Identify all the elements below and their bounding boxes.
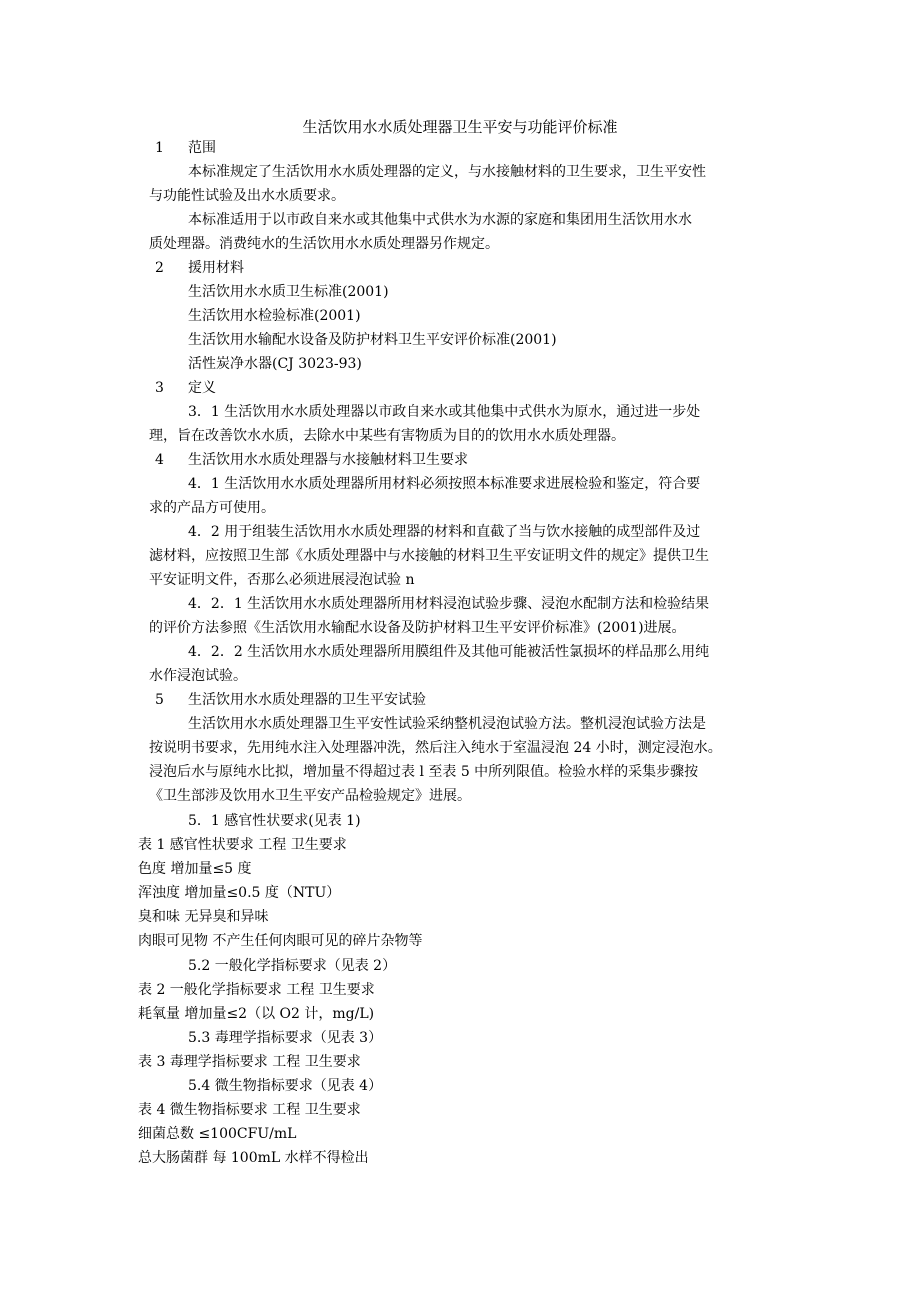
subsection-heading: 5．1 感官性状要求(见表 1) — [188, 813, 361, 829]
table-row: 总大肠菌群 每 100mL 水样不得检出 — [138, 1150, 369, 1166]
paragraph-line: 平安证明文件，否那么必须进展浸泡试验 n — [149, 572, 415, 588]
section-title: 生活饮用水水质处理器与水接触材料卫生要求 — [188, 452, 468, 468]
paragraph-line: 理，旨在改善饮水水质，去除水中某些有害物质为目的的饮用水水质处理器。 — [149, 428, 625, 444]
paragraph-line: 生活饮用水水质处理器卫生平安性试验采纳整机浸泡试验方法。整机浸泡试验方法是 — [188, 716, 706, 732]
table-row: 浑浊度 增加量≤0.5 度（NTU） — [138, 885, 341, 901]
table-row: 色度 增加量≤5 度 — [138, 861, 252, 877]
paragraph-line: 4．2．1 生活饮用水水质处理器所用材料浸泡试验步骤、浸泡水配制方法和检验结果 — [188, 596, 710, 612]
subsection-heading: 5.3 毒理学指标要求（见表 3） — [188, 1030, 383, 1046]
paragraph-line: 3．1 生活饮用水水质处理器以市政自来水或其他集中式供水为原水，通过进一步处 — [188, 404, 701, 420]
table-4-header: 表 4 微生物指标要求 工程 卫生要求 — [138, 1102, 361, 1118]
reference-item: 生活饮用水水质卫生标准(2001) — [188, 284, 389, 300]
paragraph-line: 的评价方法参照《生活饮用水输配水设备及防护材料卫生平安评价标准》(2001)进展。 — [149, 620, 686, 636]
paragraph-line: 4．2．2 生活饮用水水质处理器所用膜组件及其他可能被活性氯损坏的样品那么用纯 — [188, 644, 710, 660]
reference-item: 生活饮用水输配水设备及防护材料卫生平安评价标准(2001) — [188, 332, 557, 348]
section-4-heading — [155, 449, 468, 471]
paragraph-line: 水作浸泡试验。 — [149, 668, 247, 684]
subsection-heading: 5.4 微生物指标要求（见表 4） — [188, 1078, 383, 1094]
document-title: 生活饮用水水质处理器卫生平安与功能评价标准 — [302, 118, 618, 136]
section-3-heading — [155, 377, 216, 399]
paragraph-line: 4．2 用于组装生活饮用水水质处理器的材料和直截了当与饮水接触的成型部件及过 — [188, 524, 701, 540]
paragraph-line: 滤材料，应按照卫生部《水质处理器中与水接触的材料卫生平安证明文件的规定》提供卫生 — [149, 548, 709, 564]
paragraph-line: 浸泡后水与原纯水比拟，增加量不得超过表 l 至表 5 中所列限值。检验水样的采集步骤按 — [149, 764, 699, 780]
section-number: 2 — [155, 260, 164, 276]
section-2-heading — [155, 257, 244, 279]
paragraph-line: 与功能性试验及出水水质要求。 — [149, 188, 345, 204]
reference-item: 活性炭净水器(CJ 3023-93) — [188, 356, 362, 372]
table-row: 耗氧量 增加量≤2（以 O2 计，mg/L) — [138, 1006, 375, 1022]
reference-item: 生活饮用水检验标准(2001) — [188, 308, 361, 324]
section-1-heading — [155, 137, 216, 159]
table-2-header: 表 2 一般化学指标要求 工程 卫生要求 — [138, 982, 375, 998]
section-title: 援用材料 — [188, 260, 244, 276]
paragraph-line: 按说明书要求，先用纯水注入处理器冲洗，然后注入纯水于室温浸泡 24 小时，测定浸泡水。 — [149, 740, 722, 756]
section-title: 范围 — [188, 140, 216, 156]
table-3-header: 表 3 毒理学指标要求 工程 卫生要求 — [138, 1054, 361, 1070]
section-number: 5 — [155, 692, 164, 708]
section-5-heading — [155, 689, 426, 711]
table-row: 细菌总数 ≤100CFU/mL — [138, 1126, 297, 1142]
paragraph-line: 求的产品方可使用。 — [149, 500, 275, 516]
section-title: 生活饮用水水质处理器的卫生平安试验 — [188, 692, 426, 708]
paragraph-line: 本标准规定了生活饮用水水质处理器的定义，与水接触材料的卫生要求，卫生平安性 — [188, 164, 706, 180]
paragraph-line: 质处理器。消费纯水的生活饮用水水质处理器另作规定。 — [149, 236, 499, 252]
table-1-header: 表 1 感官性状要求 工程 卫生要求 — [138, 837, 347, 853]
paragraph-line: 《卫生部涉及饮用水卫生平安产品检验规定》进展。 — [149, 788, 471, 804]
table-row: 肉眼可见物 不产生任何肉眼可见的碎片杂物等 — [138, 933, 423, 949]
section-number: 3 — [155, 380, 164, 396]
section-number: 4 — [155, 452, 164, 468]
section-title: 定义 — [188, 380, 216, 396]
section-number: 1 — [155, 140, 164, 156]
subsection-heading: 5.2 一般化学指标要求（见表 2） — [188, 958, 397, 974]
paragraph-line: 4．1 生活饮用水水质处理器所用材料必须按照本标准要求进展检验和鉴定，符合要 — [188, 476, 701, 492]
paragraph-line: 本标准适用于以市政自来水或其他集中式供水为水源的家庭和集团用生活饮用水水 — [188, 212, 692, 228]
table-row: 臭和味 无异臭和异味 — [138, 909, 269, 925]
